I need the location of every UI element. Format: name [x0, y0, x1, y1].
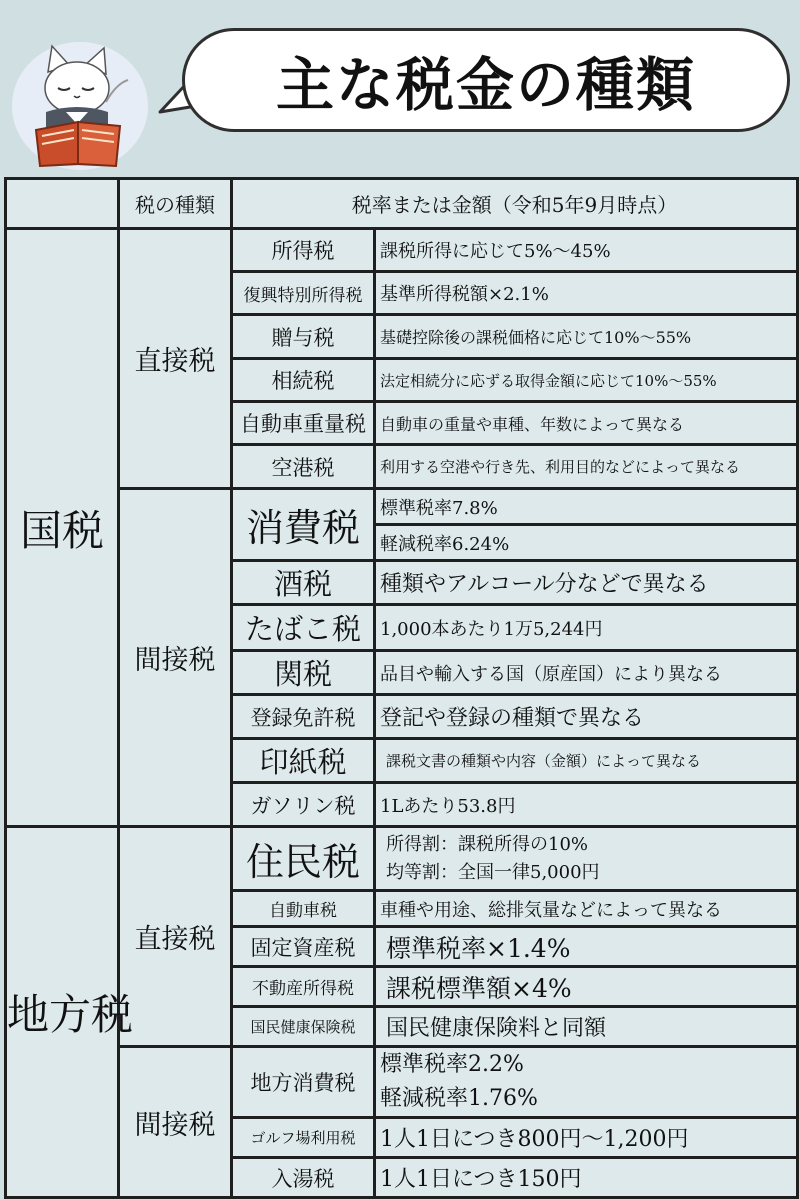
tax-name: 所得税 [232, 229, 375, 272]
tax-rate: 軽減税率1.76% [380, 1086, 538, 1112]
tax-rate: 種類やアルコール分などで異なる [375, 561, 798, 605]
tax-rate: 品目や輸入する国（原産国）により異なる [375, 651, 798, 695]
header-rate: 税率または金額（令和5年9月時点） [232, 179, 798, 229]
tax-rate: 課税所得に応じて5%～45% [375, 229, 798, 272]
table-row [6, 229, 798, 272]
tax-rate: 1人1日につき150円 [375, 1158, 798, 1198]
tax-rate: 利用する空港や行き先、利用目的などによって異なる [375, 445, 798, 489]
tax-rate-cell [375, 827, 798, 891]
tax-rate-cell [375, 1047, 798, 1118]
header-blank-cell [6, 179, 119, 229]
tax-rate: 均等割：全国一律5,000円 [386, 861, 600, 883]
subcategory-local-direct: 直接税 [119, 827, 232, 1047]
tax-name: ガソリン税 [232, 783, 375, 827]
category-local-tax: 地方税 [6, 827, 119, 1198]
cat-reading-book-icon [12, 42, 148, 170]
tax-name: 国民健康保険税 [232, 1007, 375, 1047]
table-row [6, 1047, 798, 1118]
tax-name: 酒税 [232, 561, 375, 605]
table-row [6, 827, 798, 891]
tax-rate: 登記や登録の種類で異なる [375, 695, 798, 739]
tax-rate: 課税標準額×4% [375, 967, 798, 1007]
tax-rate: 軽減税率6.24% [375, 525, 798, 561]
subcategory-local-indirect: 間接税 [119, 1047, 232, 1198]
tax-name: 自動車重量税 [232, 402, 375, 445]
tax-rate: 車種や用途、総排気量などによって異なる [375, 891, 798, 927]
tax-rate: 課税文書の種類や内容（金額）によって異なる [375, 739, 798, 783]
tax-name: ゴルフ場利用税 [232, 1118, 375, 1158]
tax-rate: 標準税率7.8% [375, 489, 798, 525]
header-type: 税の種類 [119, 179, 232, 229]
tax-rate: 1,000本あたり1万5,244円 [375, 605, 798, 651]
tax-name: 空港税 [232, 445, 375, 489]
tax-name: 自動車税 [232, 891, 375, 927]
tax-rate: 基礎控除後の課税価格に応じて10%～55% [375, 315, 798, 359]
tax-name: 関税 [232, 651, 375, 695]
tax-rate: 自動車の重量や車種、年数によって異なる [375, 402, 798, 445]
tax-name: 印紙税 [232, 739, 375, 783]
tax-rate: 標準税率×1.4% [375, 927, 798, 967]
title-speech-bubble [182, 28, 790, 132]
tax-rate: 法定相続分に応ずる取得金額に応じて10%～55% [375, 359, 798, 402]
tax-rate: 国民健康保険料と同額 [375, 1007, 798, 1047]
tax-name: 固定資産税 [232, 927, 375, 967]
tax-rate: 標準税率2.2% [380, 1052, 524, 1077]
subcategory-national-direct: 直接税 [119, 229, 232, 489]
tax-name: 登録免許税 [232, 695, 375, 739]
table-row [6, 489, 798, 525]
cat-mascot-avatar [12, 42, 148, 170]
subcategory-national-indirect: 間接税 [119, 489, 232, 827]
tax-name: 消費税 [232, 489, 375, 561]
category-national-tax: 国税 [6, 229, 119, 827]
tax-name: 住民税 [232, 827, 375, 891]
tax-rate: 1Lあたり53.8円 [375, 783, 798, 827]
tax-name: 入湯税 [232, 1158, 375, 1198]
tax-name: たばこ税 [232, 605, 375, 651]
tax-name: 贈与税 [232, 315, 375, 359]
tax-rate: 1人1日につき800円～1,200円 [375, 1118, 798, 1158]
page-title: 主な税金の種類 [275, 51, 696, 119]
tax-rate: 所得割：課税所得の10% [386, 833, 589, 855]
tax-rate: 基準所得税額×2.1% [375, 272, 798, 315]
tax-name: 復興特別所得税 [232, 272, 375, 315]
tax-types-table [4, 177, 799, 1199]
tax-name: 相続税 [232, 359, 375, 402]
table-header-row [6, 179, 798, 229]
tax-name: 地方消費税 [232, 1047, 375, 1118]
tax-name: 不動産所得税 [232, 967, 375, 1007]
